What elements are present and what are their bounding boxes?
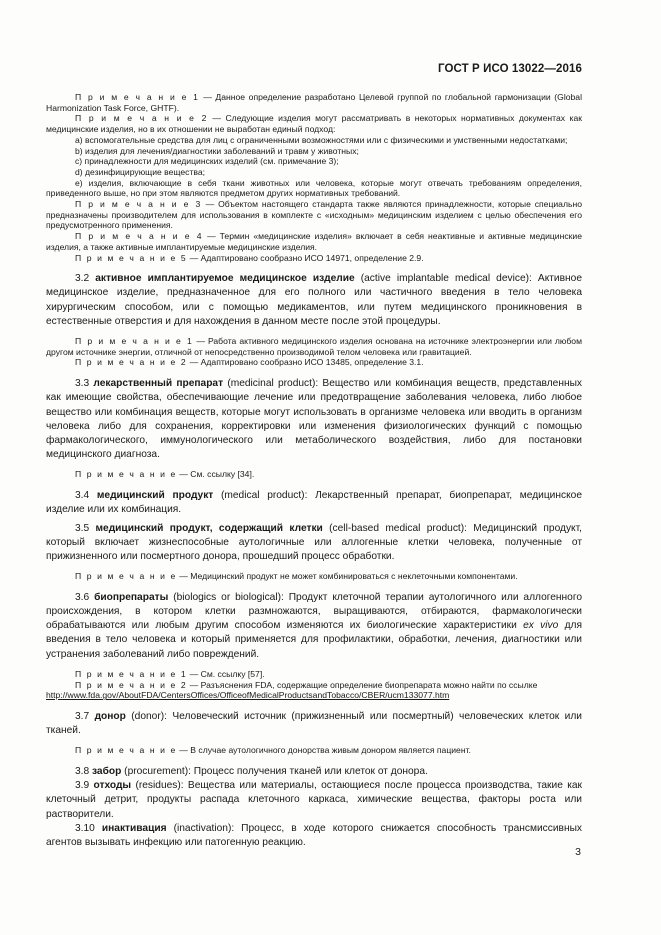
page-number: 3 — [575, 846, 581, 858]
note-label: П р и м е ч а н и е 5 — [75, 252, 188, 263]
note-3-6-1: П р и м е ч а н и е 1 — См. ссылку [57]. — [75, 668, 265, 679]
term: донор — [94, 710, 126, 722]
definition-3-9: 3.9 отходы (residues): Вещества или материалы, остающиеся после процесса производства, такие как клеточный детрит, продукты распада клеточного каркаса, химические вещества, факторы роста или растворители. — [46, 780, 582, 820]
note-1: П р и м е ч а н и е 1 — Данное определение разработано Целевой группой по глобальной гармонизации (Global Harmonization Task Force, GHTF). — [46, 92, 582, 113]
note-2: П р и м е ч а н и е 2 — Следующие изделия могут рассматривать в некоторых нормативных документах как медицинские изделия, но в их отношении не выработан единый подход: — [46, 113, 582, 135]
list-item-e: e) изделия, включающие в себя ткани животных или человека, которые могут отвечать требованиям определения, приведенного выше, но при этом являются предметом других нормативных требований. — [46, 177, 582, 199]
list-item-a: a) вспомогательные средства для лиц с ограниченными возможностями или с физическими и умственными недостатками; — [75, 134, 568, 145]
term: инактивация — [101, 822, 167, 834]
definition-3-10: 3.10 инактивация (inactivation): Процесс, в ходе которого снижается способность трансмиссивных агентов вызывать инфекцию или патогенную реакцию. — [46, 822, 582, 849]
definition-3-4: 3.4 медицинский продукт (medical product): Лекарственный препарат, биопрепарат, медицинское изделие или их комбинация. — [46, 490, 582, 516]
note-3: П р и м е ч а н и е 3 — Объектом настоящего стандарта также являются принадлежности, которые специально предназначены производителем для использования в комплекте с «исходным» медицинским изделием с целью обеспечения его предусмотренного применения. — [46, 199, 582, 231]
note-3-5: П р и м е ч а н и е — Медицинский продукт не может комбинироваться с неклеточными компонентами. — [75, 571, 518, 582]
definition-3-7: 3.7 донор (donor): Человеческий источник (прижизненный или посмертный) человеческих клеток или тканей. — [46, 710, 582, 737]
note-3-2-2: П р и м е ч а н и е 2 — Адаптировано сообразно ИСО 13485, определение 3.1. — [75, 357, 424, 368]
term: биопрепараты — [94, 591, 169, 603]
note-label: П р и м е ч а н и е 4 — [75, 231, 204, 242]
note-label: П р и м е ч а н и е 2 — [75, 113, 208, 124]
term: медицинский продукт — [96, 490, 214, 502]
note-3-2-1: П р и м е ч а н и е 1 — Работа активного медицинского изделия основана на источнике электроэнергии или любом другом источнике энергии, отличной от непосредственно производимой телом человека или гравитацией. — [46, 336, 582, 357]
definition-3-3: 3.3 лекарственный препарат (medicinal product): Вещество или комбинация веществ, представленных как имеющие свойства, обеспечивающие лечение или предотвращение заболевания человека, либо любое вещество или комбинация веществ, которые могут использовать в организме человека или вводить в организм человека либо для сохранения, корректировки или изменения физиологических функций с помощью фармакологического, иммунологического или метаболического воздействия, либо для постановки медицинского диагноза. — [46, 378, 583, 461]
fda-link-line — [46, 690, 582, 701]
note-4: П р и м е ч а н и е 4 — Термин «медицинские изделия» включает в себя неактивные и активные медицинские изделия, а также активные имплантируемые медицинские изделия. — [46, 231, 582, 252]
term: забор — [92, 766, 122, 778]
term: активное имплантируемое медицинское изделие — [95, 273, 355, 285]
note-5: П р и м е ч а н и е 5 — Адаптировано сообразно ИСО 14971, определение 2.9. — [75, 252, 424, 263]
page-header-standard: ГОСТ Р ИСО 13022—2016 — [437, 63, 582, 75]
term: лекарственный препарат — [93, 378, 224, 390]
list-item-d: d) дезинфицирующие вещества; — [75, 166, 206, 177]
definition-3-8: 3.8 забор (procurement): Процесс получения тканей или клеток от донора. — [75, 766, 428, 778]
note-label: П р и м е ч а н и е 3 — [75, 199, 202, 210]
note-label: П р и м е ч а н и е 1 — [75, 92, 200, 102]
definition-3-6: 3.6 биопрепараты (biologics or biological): Продукт клеточной терапии аутологичного или аллогенного происхождения, в котором клетки размножаются, выращиваются, отбираются, фармакологически обрабатываются или любым другим способом изменяются их биологические характеристики ex vivo для введения в тело человека и который применяется для профилактики, обработки, лечения, диагностики или устранения заболеваний либо повреждений. — [46, 591, 582, 660]
list-item-b: b) изделия для лечения/диагностики заболеваний и травм у животных; — [75, 145, 359, 156]
note-3-3: П р и м е ч а н и е — См. ссылку [34]. — [75, 469, 255, 480]
note-3-7: П р и м е ч а н и е — В случае аутологичного донорства живым донором является пациент. — [75, 745, 471, 756]
fda-link[interactable]: http://www.fda.gov/AboutFDA/CentersOffices/OfficeofMedicalProductsandTobacco/CBER/ucm133077.htm — [46, 690, 450, 701]
definition-3-2: 3.2 активное имплантируемое медицинское изделие (active implantable medical device): Активное медицинское изделие, предназначенное для его полного или частичного введения в тело человека хирургическим способом, или с помощью медикаментов, или путем медицинского проникновения в естественные отверстия и для нахождения в данном месте после этой процедуры. — [46, 273, 582, 327]
definition-3-5: 3.5 медицинский продукт, содержащий клетки (cell-based medical product): Медицинский продукт, который включает жизнеспособные аутологичные или аллогенные клетки человека, полученные от прижизненного или посмертного донора, прошедший процесс обработки. — [46, 522, 582, 562]
term: отходы — [93, 780, 132, 792]
term: медицинский продукт, содержащий клетки — [95, 522, 323, 534]
note-3-6-2: П р и м е ч а н и е 2 — Разъяснения FDA, содержащие определение биопрепарата можно найти по ссылке — [75, 679, 538, 690]
list-item-c: c) принадлежности для медицинских изделий (см. примечание 3); — [75, 156, 339, 167]
document-body — [46, 92, 582, 850]
